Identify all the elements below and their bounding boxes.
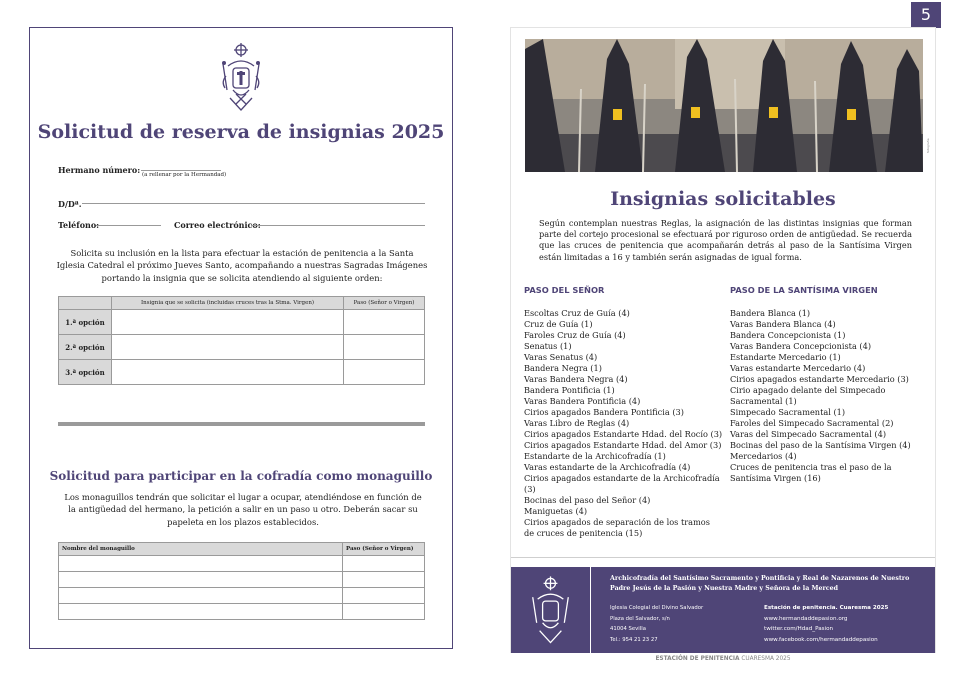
- insignia-item: Bocinas del paso del Señor (4): [524, 495, 651, 505]
- monaguillo-paso-cell[interactable]: [343, 556, 425, 572]
- insignia-item: Varas Libro de Reglas (4): [524, 418, 630, 428]
- insignia-item: Maniguetas (4): [524, 506, 588, 516]
- page-bottom-rule: [511, 557, 935, 558]
- insignia-item: Varas Bandera Pontificia (4): [524, 396, 641, 406]
- col-nombre-monaguillo: Nombre del monaguillo: [59, 543, 343, 556]
- insignia-item: Cirios apagados Estandarte Hdad. del Rocío (3): [524, 429, 723, 439]
- col-insignia: Insignia que se solicita (incluidas cruces tras la Stma. Virgen): [112, 297, 344, 310]
- insignia-item: Estandarte Mercedario (1): [730, 352, 841, 362]
- insignia-item: Cruz de Guía (1): [524, 319, 593, 329]
- insignia-item: Varas del Simpecado Sacramental (4): [730, 429, 887, 439]
- links-title: Estación de penitencia. Cuaresma 2025: [764, 605, 889, 611]
- monaguillo-name-cell[interactable]: [59, 604, 343, 620]
- twitter-link[interactable]: twitter.com/Hdad_Pasion: [764, 626, 834, 632]
- footer-caption-bar: [511, 653, 935, 668]
- monaguillo-text: Los monaguillos tendrán que solicitar el lugar a ocupar, atendiéndose en función de la antigüedad del hermano, la petición a salir en un paso u otro. Deberán sacar su papeleta en los plazos establecidos.: [64, 492, 422, 527]
- option-3-insignia[interactable]: [112, 360, 344, 385]
- telefono-field[interactable]: [96, 225, 161, 226]
- section-divider: [58, 422, 425, 426]
- monaguillo-name-cell[interactable]: [59, 588, 343, 604]
- insignias-title: Insignias solicitables: [610, 188, 836, 210]
- insignia-item: Cirios apagados Estandarte Hdad. del Amor (3): [524, 440, 722, 450]
- insignia-item: Varas Senatus (4): [524, 352, 598, 362]
- form-title: Solicitud de reserva de insignias 2025: [37, 121, 445, 143]
- option-3-paso[interactable]: [344, 360, 425, 385]
- dd-label: D/Dª.: [58, 199, 82, 209]
- insignia-item: Varas Bandera Blanca (4): [730, 319, 836, 329]
- website-link[interactable]: www.hermandaddepasion.org: [764, 615, 848, 622]
- insignia-item: Cirios apagados Bandera Pontificia (3): [524, 407, 684, 417]
- insignia-item: de cruces de penitencia (15): [524, 528, 643, 538]
- request-form-page: [29, 27, 453, 649]
- col-paso: Paso (Señor o Virgen): [344, 297, 425, 310]
- caption-bold: ESTACIÓN DE PENITENCIA: [655, 656, 740, 662]
- insignia-item: Varas Bandera Negra (4): [524, 374, 628, 384]
- footer-crest-icon: [511, 567, 591, 653]
- photo-credit: fotografía: [926, 138, 930, 153]
- option-1-label: 1.ª opción: [59, 310, 112, 335]
- insignia-item: Senatus (1): [524, 341, 572, 351]
- virgen-list: [730, 308, 930, 484]
- insignia-item: Bocinas del paso de la Santísima Virgen (4): [730, 440, 911, 450]
- footer-links: [764, 603, 888, 645]
- hermano-number-field[interactable]: [141, 170, 221, 171]
- monaguillo-paso-cell[interactable]: [343, 588, 425, 604]
- insignia-item: Varas estandarte de la Archicofradía (4): [524, 462, 691, 472]
- caption-rest: CUARESMA 2025: [739, 656, 791, 662]
- insignia-item: Mercedarios (4): [730, 451, 797, 461]
- monaguillo-title: Solicitud para participar en la cofradía como monaguillo: [49, 469, 433, 483]
- monaguillo-paso-cell[interactable]: [343, 604, 425, 620]
- insignia-item: Escoltas Cruz de Guía (4): [524, 308, 630, 318]
- address-line: Iglesia Colegial del Divino Salvador: [610, 605, 704, 611]
- form-intro: Solicita su inclusión en la lista para efectuar la estación de penitencia a la Santa Iglesia Catedral el próximo Jueves Santo, acompañando a nuestras Sagradas Imágenes portando la insignia que se solicita atendiendo al siguiente orden:: [56, 248, 428, 283]
- insignias-page: [510, 27, 936, 653]
- page-number: 5: [911, 2, 941, 28]
- address-line: 41004 Sevilla: [610, 626, 646, 632]
- option-1-paso[interactable]: [344, 310, 425, 335]
- footer-address: [610, 603, 703, 645]
- options-table-corner: [59, 297, 112, 310]
- senor-list: [524, 308, 724, 539]
- option-2-label: 2.ª opción: [59, 335, 112, 360]
- insignia-item: Cirios apagados de separación de los tramos: [524, 517, 710, 527]
- monaguillo-paso-cell[interactable]: [343, 572, 425, 588]
- insignia-item: Varas estandarte Mercedario (4): [730, 363, 866, 373]
- options-table: [58, 296, 425, 385]
- insignia-item: Bandera Pontificia (1): [524, 385, 615, 395]
- monaguillo-table: [58, 542, 425, 620]
- option-3-label: 3.ª opción: [59, 360, 112, 385]
- facebook-link[interactable]: www.facebook.com/hermandaddepasion: [764, 636, 878, 643]
- insignia-item: Estandarte de la Archicofradía (1): [524, 451, 666, 461]
- option-1-insignia[interactable]: [112, 310, 344, 335]
- insignia-item: Varas Bandera Concepcionista (4): [730, 341, 872, 351]
- correo-label: Correo electrónico:: [174, 220, 261, 230]
- brotherhood-crest-icon: [218, 42, 264, 112]
- brotherhood-name: Archicofradía del Santísimo Sacramento y Pontificia y Real de Nazarenos de Nuestro Padre Jesús de la Pasión y Nuestra Madre y Señora de la Merced: [610, 575, 910, 592]
- insignia-item: Bandera Blanca (1): [730, 308, 811, 318]
- telefono-label: Teléfono:: [58, 220, 100, 230]
- insignia-item: Bandera Concepcionista (1): [730, 330, 846, 340]
- insignia-item: Cirio apagado delante del Simpecado: [730, 385, 886, 395]
- hermano-note: (a rellenar por la Hermandad): [142, 172, 227, 178]
- footer-caption: [511, 656, 935, 662]
- virgen-column-title: PASO DE LA SANTÍSIMA VIRGEN: [730, 285, 878, 295]
- correo-field[interactable]: [251, 225, 425, 226]
- insignia-item: Cruces de penitencia tras el paso de la: [730, 462, 892, 472]
- option-2-insignia[interactable]: [112, 335, 344, 360]
- insignias-intro: Según contemplan nuestras Reglas, la asignación de las distintas insignias que forman parte del cortejo procesional se efectuará por riguroso orden de antigüedad. Se recuerda que las cruces de penitencia que acompañarán detrás al paso de la Santísima Virgen están limitadas a 16 y también serán asignadas de igual forma.: [539, 218, 912, 262]
- insignia-item: Santísima Virgen (16): [730, 473, 821, 483]
- hermano-label: Hermano número:: [58, 165, 141, 175]
- nazarenos-photo: [525, 39, 923, 172]
- insignia-item: Faroles Cruz de Guía (4): [524, 330, 626, 340]
- monaguillo-name-cell[interactable]: [59, 572, 343, 588]
- insignia-item: Cirios apagados estandarte de la Archicofradía (3): [524, 473, 720, 494]
- insignia-item: Cirios apagados estandarte Mercedario (3): [730, 374, 909, 384]
- insignia-item: Faroles del Simpecado Sacramental (2): [730, 418, 894, 428]
- phone: Tel.: 954 21 23 27: [610, 636, 658, 643]
- address-line: Plaza del Salvador, s/n: [610, 615, 670, 622]
- insignia-item: Bandera Negra (1): [524, 363, 602, 373]
- senor-column-title: PASO DEL SEÑOR: [524, 285, 605, 295]
- option-2-paso[interactable]: [344, 335, 425, 360]
- insignia-item: Simpecado Sacramental (1): [730, 407, 846, 417]
- monaguillo-name-cell[interactable]: [59, 556, 343, 572]
- col-paso-monaguillo: Paso (Señor o Virgen): [343, 543, 425, 556]
- footer: [511, 567, 935, 653]
- insignia-item: Sacramental (1): [730, 396, 797, 406]
- name-field[interactable]: [82, 203, 425, 204]
